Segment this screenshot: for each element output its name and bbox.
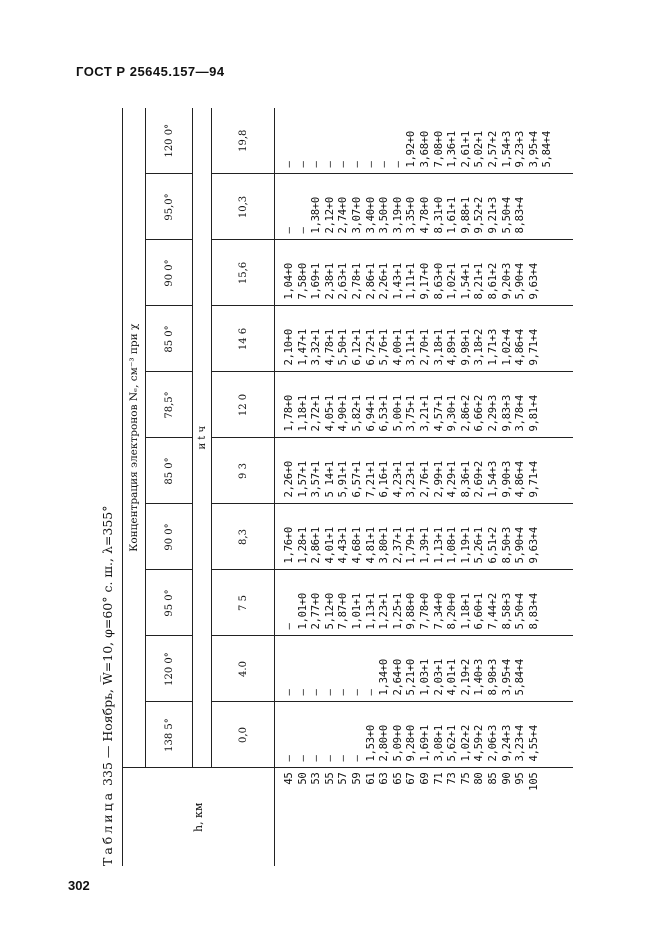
data-cell: 8,36+1	[459, 461, 472, 498]
data-cell: —	[350, 755, 363, 762]
data-cell: 4,00+1	[391, 329, 404, 366]
data-cell: 2,12+0	[323, 197, 336, 234]
data-cell: 1,71+3	[486, 329, 499, 366]
data-cell: 1,53+0	[364, 725, 377, 762]
data-cell: 2,61+1	[459, 131, 472, 168]
data-cell: 2,86+2	[459, 395, 472, 432]
height-cell: 80	[473, 772, 486, 785]
data-column-5	[275, 438, 574, 504]
data-cell: 5,26+1	[473, 527, 486, 564]
data-cell: 6,57+1	[350, 461, 363, 498]
data-cell: —	[337, 689, 350, 696]
data-cell: 1,02+1	[446, 263, 459, 300]
data-cell: 2,10+0	[283, 329, 295, 366]
data-cell: 4,55+4	[527, 725, 540, 762]
data-cell: 3,08+1	[432, 725, 445, 762]
rotated-table-block	[100, 108, 572, 866]
data-cell: 3,07+0	[350, 197, 363, 234]
data-cell: 2,26+1	[378, 263, 391, 300]
data-cell: 7,34+0	[432, 593, 445, 630]
data-cell: 3,80+1	[378, 527, 391, 564]
data-cell: 8,98+3	[486, 659, 499, 696]
data-cell: 7,58+0	[296, 263, 309, 300]
chi-header-2: 120 0°	[146, 636, 193, 702]
height-cell: 71	[432, 772, 445, 785]
data-cell: 2,63+1	[337, 263, 350, 300]
height-cell: 59	[350, 772, 363, 785]
data-cell: 5,09+0	[391, 725, 404, 762]
data-cell: 9,30+1	[446, 395, 459, 432]
data-cell: —	[283, 161, 295, 168]
data-cell: 1,76+0	[283, 527, 295, 564]
data-column-10	[275, 108, 574, 174]
data-cell: 2,78+1	[350, 263, 363, 300]
data-cell: 1,02+2	[459, 725, 472, 762]
data-cell: 9,90+3	[500, 461, 513, 498]
data-cell: 4,59+2	[473, 725, 486, 762]
data-cell: 2,76+1	[418, 461, 431, 498]
data-cell: 3,11+1	[405, 329, 418, 366]
data-cell: 3,50+0	[378, 197, 391, 234]
data-cell: 5,84+4	[541, 131, 554, 168]
data-cell: 8,83+4	[527, 593, 540, 630]
data-cell	[528, 637, 542, 696]
data-cell: 4,43+1	[337, 527, 350, 564]
data-cell: —	[378, 161, 391, 168]
data-cell: 1,03+1	[418, 659, 431, 696]
height-cell: 53	[310, 772, 323, 785]
data-cell: 3,32+1	[310, 329, 323, 366]
data-column-3	[275, 570, 574, 636]
data-cell: 1,54+3	[500, 131, 513, 168]
data-cell: 2,57+2	[486, 131, 499, 168]
data-cell: 2,06+3	[486, 725, 499, 762]
data-cell: 4,86+4	[514, 461, 527, 498]
document-header: ГОСТ Р 25645.157—94	[76, 64, 225, 79]
data-cell: 1,13+1	[432, 527, 445, 564]
data-cell: —	[350, 689, 363, 696]
data-cell: 1,18+1	[296, 395, 309, 432]
data-cell: 2,69+2	[473, 461, 486, 498]
data-cell: 1,40+3	[473, 659, 486, 696]
data-cell: 3,78+4	[514, 395, 527, 432]
data-cell: 7,08+0	[432, 131, 445, 168]
data-cell: 5,50+4	[514, 593, 527, 630]
data-cell: 9,98+1	[459, 329, 472, 366]
data-cell: 5,02+1	[473, 131, 486, 168]
height-cell: 69	[418, 772, 431, 785]
data-cell: 5 14+1	[323, 461, 336, 498]
data-cell: 1,38+0	[310, 197, 323, 234]
data-cell: 4,01+1	[323, 527, 336, 564]
data-cell: 3,21+1	[418, 395, 431, 432]
height-cell: 57	[337, 772, 350, 785]
data-cell: 1,02+4	[500, 329, 513, 366]
data-cell: 6,60+1	[473, 593, 486, 630]
data-cell: 6,53+1	[378, 395, 391, 432]
data-cell: 9,23+3	[514, 131, 527, 168]
data-cell: —	[310, 755, 323, 762]
data-cell: 8,31+0	[432, 197, 445, 234]
data-cell: 3,19+0	[391, 197, 404, 234]
data-cell: 5,82+1	[350, 395, 363, 432]
data-cell: 5,76+1	[378, 329, 391, 366]
data-cell: 2,86+1	[310, 527, 323, 564]
chi-header-9: 95,0°	[146, 174, 193, 240]
heights-column	[275, 768, 574, 866]
data-cell: 4,05+1	[323, 395, 336, 432]
data-cell: 5,00+1	[391, 395, 404, 432]
data-cell: 4,78+1	[323, 329, 336, 366]
data-cell: 1,43+1	[391, 263, 404, 300]
height-cell: 65	[391, 772, 404, 785]
data-cell: 4,81+1	[364, 527, 377, 564]
data-cell: 2,37+1	[391, 527, 404, 564]
data-cell: —	[310, 689, 323, 696]
data-cell: 2,19+2	[459, 659, 472, 696]
data-cell: 6,94+1	[364, 395, 377, 432]
data-cell: 2,38+1	[323, 263, 336, 300]
data-cell: 2,80+0	[378, 725, 391, 762]
ut-header: и t ч	[193, 108, 212, 768]
lt-header-10: 19,8	[212, 108, 275, 174]
height-cell: 75	[459, 772, 472, 785]
data-column-9	[275, 174, 574, 240]
height-cell: 67	[405, 772, 418, 785]
lt-header-4: 8,3	[212, 504, 275, 570]
caption-label: Таблица	[100, 789, 115, 866]
chi-header-10: 120 0°	[146, 108, 193, 174]
height-cell: 50	[296, 772, 309, 785]
data-cell: 5,84+4	[514, 659, 527, 696]
data-cell: 3,75+1	[405, 395, 418, 432]
data-cell: —	[296, 689, 309, 696]
data-cell: 1,08+1	[446, 527, 459, 564]
data-cell: —	[391, 161, 404, 168]
data-cell: 3,95+4	[527, 131, 540, 168]
data-cell: 7,21+1	[364, 461, 377, 498]
data-cell: 3,95+4	[500, 659, 513, 696]
data-cell: —	[283, 689, 295, 696]
data-cell: 2,26+0	[283, 461, 295, 498]
electron-density-table	[122, 108, 573, 866]
data-cell	[528, 175, 542, 234]
height-cell: 61	[364, 772, 377, 785]
data-cell: 6,72+1	[364, 329, 377, 366]
data-cell: 1,78+0	[283, 395, 295, 432]
data-cell: 1,57+1	[296, 461, 309, 498]
data-cell: 5,12+0	[323, 593, 336, 630]
data-cell: 9,88+0	[405, 593, 418, 630]
data-cell: 5,50+4	[500, 197, 513, 234]
data-column-2	[275, 636, 574, 702]
data-cell: 4,68+1	[350, 527, 363, 564]
data-cell: 1,01+0	[296, 593, 309, 630]
data-cell: —	[323, 161, 336, 168]
lt-header-8: 15,6	[212, 240, 275, 306]
data-cell: 6,51+2	[486, 527, 499, 564]
data-cell: 1,79+1	[405, 527, 418, 564]
data-cell: 9,28+0	[405, 725, 418, 762]
data-cell: 1,54+1	[459, 263, 472, 300]
lt-header-2: 4.0	[212, 636, 275, 702]
data-column-7	[275, 306, 574, 372]
data-cell: 6,16+1	[378, 461, 391, 498]
height-cell: 63	[378, 772, 391, 785]
data-column-1	[275, 702, 574, 768]
data-cell: 4,29+1	[446, 461, 459, 498]
data-cell: —	[283, 755, 295, 762]
data-column-4	[275, 504, 574, 570]
data-column-6	[275, 372, 574, 438]
data-cell: 9,21+3	[486, 197, 499, 234]
data-cell: 1,47+1	[296, 329, 309, 366]
data-cell: 2,70+1	[418, 329, 431, 366]
data-cell: 1,11+1	[405, 263, 418, 300]
data-cell: 3,35+0	[405, 197, 418, 234]
data-cell: 8,61+2	[486, 263, 499, 300]
data-cell: 5,21+0	[405, 659, 418, 696]
data-cell: 3,57+1	[310, 461, 323, 498]
data-cell: 2,64+0	[391, 659, 404, 696]
table-caption	[100, 506, 120, 866]
data-cell: 3,68+0	[418, 131, 431, 168]
data-cell: —	[337, 161, 350, 168]
data-cell: 5,50+1	[337, 329, 350, 366]
height-cell: 73	[446, 772, 459, 785]
height-cell: 105	[527, 772, 540, 791]
data-cell: 3,18+2	[473, 329, 486, 366]
page-number: 302	[68, 878, 90, 893]
data-cell: 5,90+4	[514, 263, 527, 300]
data-cell: 4,89+1	[446, 329, 459, 366]
data-cell: 3,18+1	[432, 329, 445, 366]
data-cell: 1,18+1	[459, 593, 472, 630]
data-cell: 9,71+4	[527, 329, 540, 366]
chi-header-7: 85 0°	[146, 306, 193, 372]
caption-text: 335 — Ноябрь, W̅=10, φ=60° с. ш., λ=355°	[100, 505, 115, 790]
data-cell: 2,03+1	[432, 659, 445, 696]
data-cell: 1,04+0	[283, 263, 295, 300]
data-cell: 9,17+0	[418, 263, 431, 300]
lt-header-6: 12 0	[212, 372, 275, 438]
data-cell: 9,52+2	[473, 197, 486, 234]
data-cell: —	[283, 227, 295, 234]
data-cell: 1,61+1	[446, 197, 459, 234]
data-cell: 1,01+1	[350, 593, 363, 630]
data-cell: 1,54+3	[486, 461, 499, 498]
height-cell: 55	[323, 772, 336, 785]
data-cell: —	[337, 755, 350, 762]
data-cell: 8,63+0	[432, 263, 445, 300]
data-cell: 2,99+1	[432, 461, 445, 498]
data-cell: 7,78+0	[418, 593, 431, 630]
data-cell: 6,12+1	[350, 329, 363, 366]
data-cell: —	[323, 755, 336, 762]
data-cell: —	[296, 755, 309, 762]
data-cell: 8,58+3	[500, 593, 513, 630]
data-cell: 2,74+0	[337, 197, 350, 234]
data-cell: 4,90+1	[337, 395, 350, 432]
data-cell: 8,50+3	[500, 527, 513, 564]
data-cell: 4,78+0	[418, 197, 431, 234]
data-cell: 2,29+3	[486, 395, 499, 432]
data-cell: 9,63+4	[527, 527, 540, 564]
data-cell: —	[364, 689, 377, 696]
data-cell: —	[310, 161, 323, 168]
data-cell: 8,83+4	[514, 197, 527, 234]
height-cell: 45	[283, 772, 295, 785]
data-cell: 9,88+1	[459, 197, 472, 234]
data-cell: 2,86+1	[364, 263, 377, 300]
data-cell: 1,34+0	[378, 659, 391, 696]
data-cell: 3,23+4	[514, 725, 527, 762]
data-cell: —	[296, 227, 309, 234]
group-header: Концентрация электронов Nₑ, см⁻³ при χ	[123, 108, 146, 768]
lt-header-5: 9 3	[212, 438, 275, 504]
data-cell: 1,13+1	[364, 593, 377, 630]
chi-header-5: 85 0°	[146, 438, 193, 504]
height-cell: 90	[500, 772, 513, 785]
data-cell: 9,71+4	[527, 461, 540, 498]
data-cell: 4,57+1	[432, 395, 445, 432]
lt-header-7: 14 6	[212, 306, 275, 372]
chi-header-6: 78,5°	[146, 372, 193, 438]
data-cell: 1,69+1	[418, 725, 431, 762]
data-cell: —	[323, 689, 336, 696]
data-cell: 7,44+2	[486, 593, 499, 630]
data-cell: 9,81+4	[527, 395, 540, 432]
data-cell: 4,86+4	[514, 329, 527, 366]
data-cell: —	[296, 161, 309, 168]
data-cell: 1,92+0	[405, 131, 418, 168]
data-cell: 5,91+1	[337, 461, 350, 498]
data-cell: 9,20+3	[500, 263, 513, 300]
data-cell: —	[283, 623, 295, 630]
data-cell: —	[364, 161, 377, 168]
chi-header-1: 138 5°	[146, 702, 193, 768]
height-cell: 95	[514, 772, 527, 785]
data-cell: 1,28+1	[296, 527, 309, 564]
data-cell: 1,19+1	[459, 527, 472, 564]
h-column-header: h, км	[123, 768, 275, 866]
lt-header-3: 7 5	[212, 570, 275, 636]
data-cell: 9,83+3	[500, 395, 513, 432]
chi-header-4: 90 0°	[146, 504, 193, 570]
data-cell: 8,20+0	[446, 593, 459, 630]
data-cell: 1,39+1	[418, 527, 431, 564]
data-cell: 2,72+1	[310, 395, 323, 432]
data-cell: —	[350, 161, 363, 168]
data-cell: 1,36+1	[446, 131, 459, 168]
data-cell: 1,69+1	[310, 263, 323, 300]
data-cell: 1,23+1	[378, 593, 391, 630]
data-cell: 5,62+1	[446, 725, 459, 762]
data-cell: 2,77+0	[310, 593, 323, 630]
data-cell: 3,23+1	[405, 461, 418, 498]
data-column-8	[275, 240, 574, 306]
data-cell: 7,87+0	[337, 593, 350, 630]
data-cell: 4,23+1	[391, 461, 404, 498]
data-cell: 1,25+1	[391, 593, 404, 630]
data-cell: 6,66+2	[473, 395, 486, 432]
lt-header-1: 0,0	[212, 702, 275, 768]
height-cell: 85	[486, 772, 499, 785]
lt-header-9: 10,3	[212, 174, 275, 240]
data-cell: 8,21+1	[473, 263, 486, 300]
data-cell: 9,63+4	[527, 263, 540, 300]
data-cell: 3,40+0	[364, 197, 377, 234]
chi-header-8: 90 0°	[146, 240, 193, 306]
data-cell: 4,01+1	[446, 659, 459, 696]
chi-header-3: 95 0°	[146, 570, 193, 636]
data-cell: 9,24+3	[500, 725, 513, 762]
data-cell: 5,90+4	[514, 527, 527, 564]
